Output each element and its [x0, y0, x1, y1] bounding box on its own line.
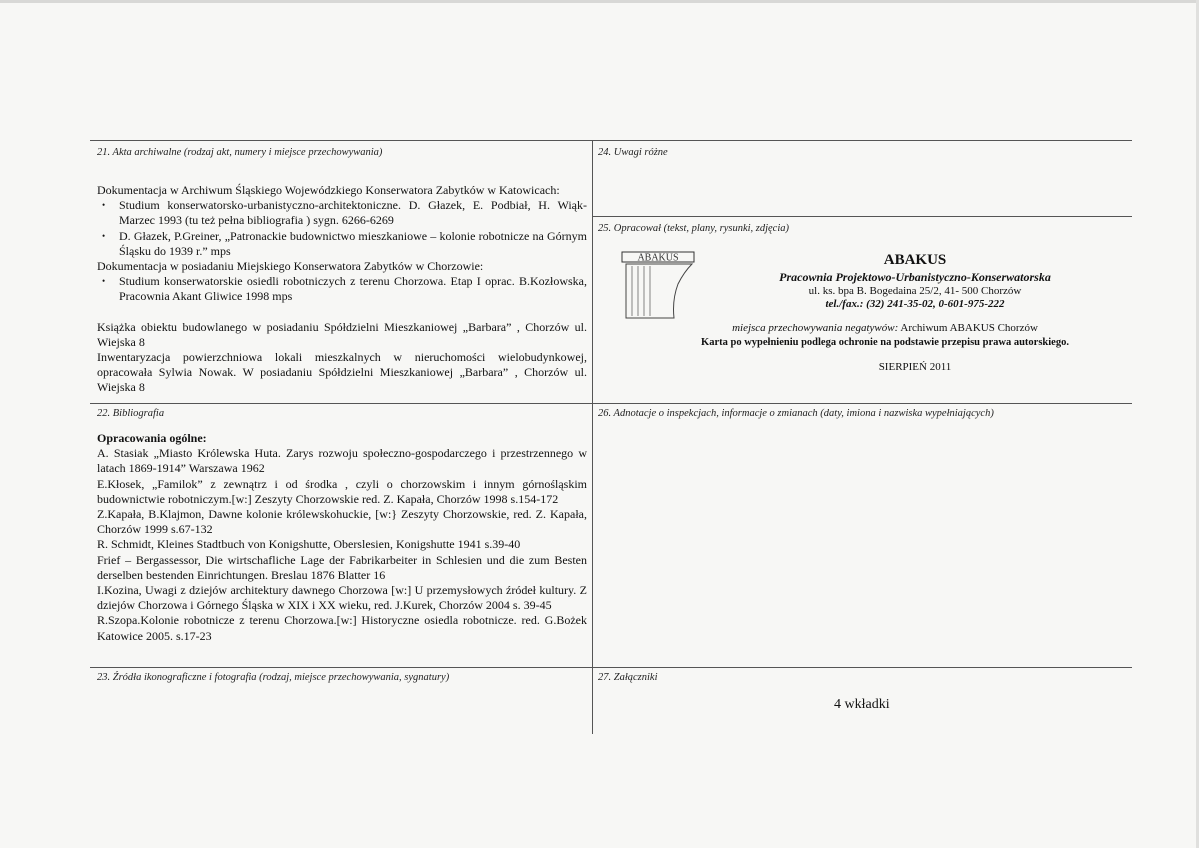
archive-intro-1: Dokumentacja w Archiwum Śląskiego Wojewódzkiego Konserwatora Zabytków w Katowicach:	[97, 183, 560, 197]
page-edge-top	[0, 0, 1199, 3]
bibliography-entry: R.Szopa.Kolonie robotnicze z terenu Chorzowa.[w:] Historyczne osiedla robotnicze. red. G.Bożek Katowice 2005. s.17-23	[97, 613, 587, 643]
section-21-heading: 21. Akta archiwalne (rodzaj akt, numery i miejsce przechowywania)	[97, 147, 383, 158]
section-25-heading: 25. Opracował (tekst, plany, rysunki, zdjęcia)	[598, 223, 790, 234]
company-subtitle: Pracownia Projektowo-Urbanistyczno-Konserwatorska	[779, 270, 1051, 284]
archive-list-1	[97, 198, 587, 259]
section-27-heading: 27. Załączniki	[598, 672, 658, 683]
rule-24-25	[592, 216, 1132, 217]
bibliography-entry: Frief – Bergassessor, Die wirtschafliche Lage der Fabrikarbeiter in Schlesien und die zum Besten derselben bestenden Einrichtungen. Breslau 1876 Blatter 16	[97, 552, 587, 582]
archive-item: • Studium konserwatorsko-urbanistyczno-architektoniczne. D. Głazek, E. Podbiał, H. Wiąk-Marzec 1993 (tu też pełna bibliografia ) sygn. 6266-6269	[97, 198, 587, 228]
section-24-heading: 24. Uwagi różne	[598, 147, 668, 158]
section-23-heading: 23. Źródła ikonograficzne i fotografia (rodzaj, miejsce przechowywania, sygnatury)	[97, 672, 450, 683]
logo-text: ABAKUS	[637, 252, 679, 264]
section-21-body	[97, 183, 587, 396]
bibliography-entry: Z.Kapała, B.Klajmon, Dawne kolonie królewskohuckie, [w:} Zeszyty Chorzowskie, red. Z. Kapała, Chorzów 1999 s.67-132	[97, 507, 587, 537]
company-name: ABAKUS	[883, 252, 947, 268]
company-address: ul. ks. bpa B. Bogedaina 25/2, 41- 500 Chorzów	[808, 285, 1022, 297]
rule-row2	[90, 403, 1132, 404]
bibliography-entry: I.Kozina, Uwagi z dziejów architektury dawnego Chorzowa [w:] U przemysłowych źródeł kultury. Z dziejów Chorzowa i Górnego Śląska w XIX i XX wieku, red. J.Kurek, Chorzów 2004 s. 39-45	[97, 583, 587, 613]
archive-item: • Studium konserwatorskie osiedli robotniczych z terenu Chorzowa. Etap I oprac. B.Kozłowska, Pracownia Akant Gliwice 1998 mps	[97, 274, 587, 304]
archive-paragraph-2: Inwentaryzacja powierzchniowa lokali mieszkalnych w nieruchomości wielobudynkowej, opracowała Sylwia Nowak. W posiadaniu Spółdzielni Mieszkaniowej „Barbara” , Chorzów ul. Wiejska 8	[97, 350, 587, 395]
bibliography-entry: R. Schmidt, Kleines Stadtbuch von Konigshutte, Oberslesien, Konigshutte 1941 s.39-40	[97, 537, 521, 552]
copyright-note: Karta po wypełnieniu podlega ochronie na podstawie przepisu prawa autorskiego.	[701, 337, 1069, 348]
section-22-body	[97, 431, 587, 644]
date-label: SIERPIEŃ 2011	[878, 361, 952, 373]
column-divider	[592, 140, 593, 734]
top-rule	[90, 140, 1132, 141]
attachments-value: 4 wkładki	[834, 697, 890, 712]
company-phone: tel./fax.: (32) 241-35-02, 0-601-975-222	[825, 298, 1005, 310]
bibliography-subheading: Opracowania ogólne:	[97, 431, 207, 445]
bibliography-entry: E.Kłosek, „Familok” z zewnątrz i od środka , czyli o chorzowskim i innym górnośląskim budownictwie robotniczym.[w:] Zeszyty Chorzowskie red. Z. Kapała, Chorzów 1998 s.154-172	[97, 476, 587, 506]
rule-row3	[90, 667, 1132, 668]
archive-list-2	[97, 274, 587, 304]
archive-paragraph-1: Książka obiektu budowlanego w posiadaniu Spółdzielni Mieszkaniowej „Barbara” , Chorzów ul. Wiejska 8	[97, 319, 587, 349]
archive-intro-2: Dokumentacja w posiadaniu Miejskiego Konserwatora Zabytków w Chorzowie:	[97, 259, 484, 274]
negatives-value: Archiwum ABAKUS Chorzów	[900, 322, 1038, 334]
section-26-heading: 26. Adnotacje o inspekcjach, informacje o zmianach (daty, imiona i nazwiska wypełniających)	[598, 408, 994, 419]
archive-item: • D. Głazek, P.Greiner, „Patronackie budownictwo mieszkaniowe – kolonie robotnicze na Górnym Śląsku do 1939 r.” mps	[97, 229, 587, 259]
negatives-label: miejsca przechowywania negatywów:	[732, 322, 899, 334]
negatives-line	[640, 321, 1130, 336]
section-22-heading: 22. Bibliografia	[97, 408, 165, 419]
bibliography-entry: A. Stasiak „Miasto Królewska Huta. Zarys rozwoju społeczno-gospodarczego i przestrzennego w latach 1869-1914” Warszawa 1962	[97, 446, 587, 476]
abakus-logo	[620, 250, 700, 322]
